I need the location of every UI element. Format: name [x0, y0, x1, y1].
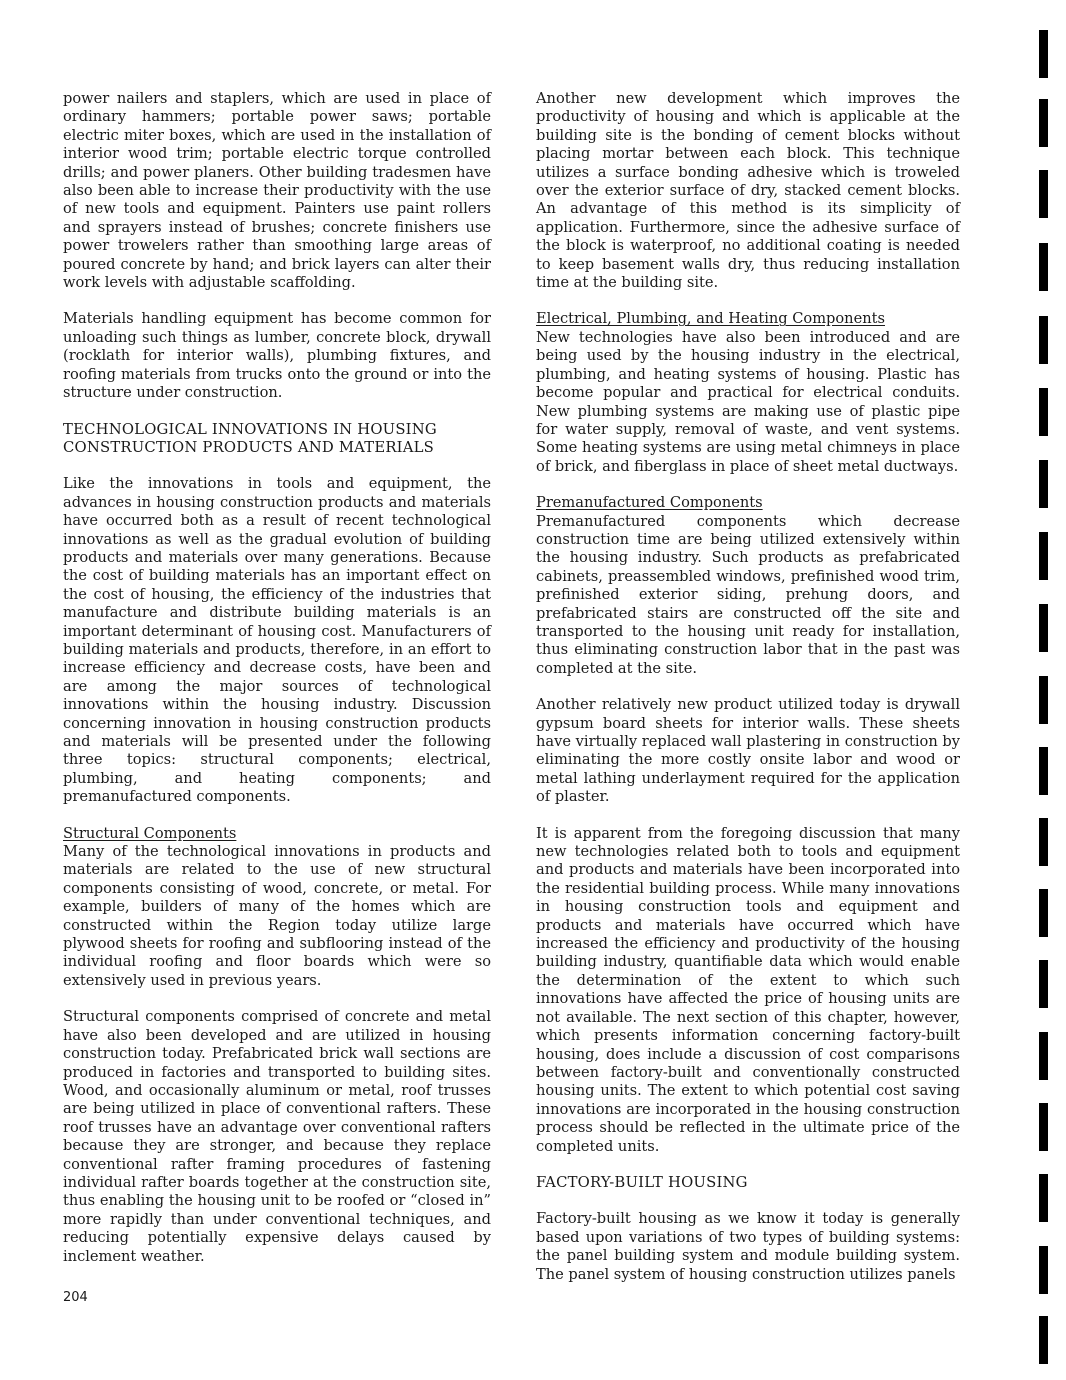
registration-mark — [1039, 460, 1048, 508]
heading-line: TECHNOLOGICAL INNOVATIONS IN HOUSING — [63, 420, 437, 438]
registration-mark — [1039, 388, 1048, 436]
right-column — [536, 90, 960, 1302]
registration-mark — [1039, 889, 1048, 937]
subheading-premanufactured-components: Premanufactured Components — [536, 494, 763, 512]
registration-mark — [1039, 676, 1048, 724]
registration-mark — [1039, 99, 1048, 147]
registration-mark — [1039, 1174, 1048, 1222]
section-heading — [63, 421, 491, 458]
paragraph: Structural components comprised of concrete and metal have also been developed and are utilized in housing construction today. Prefabricated brick wall sections are produced in factories and transported to building sites. Wood, and occasionally aluminum or metal, roof trusses are being utilized in place of conventional rafters. These roof trusses have an advantage over conventional rafters because they are stronger, and because they replace conventional rafter framing procedures of fastening individual rafter boards together at the construction site, thus enabling the housing unit to be roofed or “closed in” more rapidly than under conventional techniques, and reducing potentially expensive delays caused by inclement weather. — [63, 1008, 491, 1265]
paragraph: power nailers and staplers, which are used in place of ordinary hammers; portable power saws; portable electric miter boxes, which are used in the installation of interior wood trim; portable electric torque controlled drills; and power planers. Other building tradesmen have also been able to increase their productivity with the use of new tools and equipment. Painters use paint rollers and sprayers instead of brushes; concrete finishers use power trowelers rather than smoothing large areas of poured concrete by hand; and brick layers can alter their work levels with adjustable scaffolding. — [63, 90, 491, 292]
paragraph: It is apparent from the foregoing discussion that many new technologies related both to tools and equipment and products and materials have been incorporated into the residential building process. While many innovations in housing construction tools and equipment and products and materials have occurred which have increased the efficiency and productivity of the housing building industry, quantifiable data which would enable the determination of the extent to which such innovations have affected the price of housing units are not available. The next section of this chapter, however, which presents information concerning factory-built housing, does include a discussion of cost comparisons between factory-built and conventionally constructed housing units. The extent to which potential cost saving innovations are incorporated in the housing construction process should be reflected in the ultimate price of the completed units. — [536, 824, 960, 1155]
registration-mark — [1039, 747, 1048, 795]
left-column — [63, 90, 491, 1284]
registration-mark — [1039, 604, 1048, 652]
registration-mark — [1039, 243, 1048, 291]
registration-mark — [1039, 818, 1048, 866]
registration-mark — [1039, 532, 1048, 580]
paragraph: Many of the technological innovations in products and materials are related to the use of new structural components consisting of wood, concrete, or metal. For example, builders of many of the homes which are constructed within the Region today utilize large plywood sheets for roofing and subflooring instead of the individual roofing and floor boards which were so extensively used in previous years. — [63, 843, 491, 989]
registration-mark — [1039, 30, 1048, 78]
paragraph: Premanufactured components which decrease construction time are being utilized extensively within the housing industry. Such products as prefabricated cabinets, preassembled windows, prefinished wood trim, prefinished exterior siding, prehung doors, and prefabricated stairs are constructed off the site and transported to the housing unit ready for installation, thus eliminating construction labor that in the past was completed at the site. — [536, 512, 960, 677]
paragraph: New technologies have also been introduced and are being used by the housing industry in the electrical, plumbing, and heating systems of housing. Plastic has become popular and practical for electrical conduits. New plumbing systems are making use of plastic pipe for water supply, removal of waste, and vent systems. Some heating systems are using metal chimneys in place of brick, and fiberglass in place of sheet metal ductways. — [536, 328, 960, 475]
registration-mark — [1039, 316, 1048, 364]
heading-line: CONSTRUCTION PRODUCTS AND MATERIALS — [63, 438, 434, 456]
registration-mark — [1039, 1103, 1048, 1151]
subheading-electrical-plumbing-heating: Electrical, Plumbing, and Heating Components — [536, 310, 885, 328]
registration-mark — [1039, 170, 1048, 218]
registration-mark — [1039, 1032, 1048, 1080]
paragraph: Like the innovations in tools and equipment, the advances in housing construction products and materials have occurred both as a result of recent technological innovations as well as the gradual evolution of building products and materials over many generations. Because the cost of building materials has an important effect on the cost of housing, the efficiency of the industries that manufacture and distribute building materials is an important determinant of housing cost. Manufacturers of building materials and products, therefore, in an effort to increase efficiency and decrease costs, have been and are among the major sources of technological innovations within the housing industry. Discussion concerning innovation in housing construction products and materials will be presented under the following three topics: structural components; electrical, plumbing, and heating components; and premanufactured components. — [63, 475, 491, 806]
paragraph: Another new development which improves the productivity of housing and which is applicable at the building site is the bonding of cement blocks without placing mortar between each block. This technique utilizes a surface bonding adhesive which is troweled over the exterior surface of dry, stacked cement blocks. An advantage of this method is its simplicity of application. Furthermore, since the adhesive surface of the block is waterproof, no additional coating is needed to keep basement walls dry, thus reducing installation time at the building site. — [536, 90, 960, 292]
paragraph: Factory-built housing as we know it today is generally based upon variations of two types of building systems: the panel building system and module building system. The panel system of housing construction utilizes panels — [536, 1210, 960, 1283]
registration-mark — [1039, 1316, 1048, 1364]
section-heading-factory-built-housing: FACTORY-BUILT HOUSING — [536, 1173, 748, 1191]
registration-mark — [1039, 1246, 1048, 1294]
paragraph: Materials handling equipment has become common for unloading such things as lumber, concrete block, drywall (rocklath for interior walls), plumbing fixtures, and roofing materials from trucks onto the ground or into the structure under construction. — [63, 310, 491, 402]
paragraph: Another relatively new product utilized today is drywall gypsum board sheets for interior walls. These sheets have virtually replaced wall plastering in construction by eliminating the more costly onsite labor and wood or metal lathing underlayment required for the application of plaster. — [536, 696, 960, 806]
registration-mark — [1039, 960, 1048, 1008]
subheading-structural-components: Structural Components — [63, 824, 237, 842]
page-number: 204 — [63, 1290, 88, 1305]
